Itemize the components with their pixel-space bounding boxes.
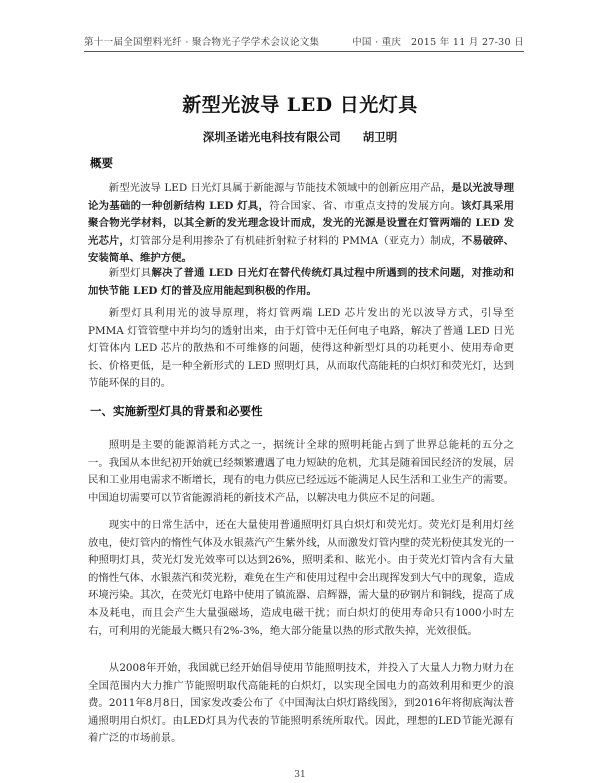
abstract-p1-text-a: 新型光波导 LED 日光灯具属于新能源与节能技术领域中的创新应用产品， — [108, 182, 452, 194]
abstract-p1-bold-a: 是以光波导理论为基础的一种创新结构 LED 灯具， — [88, 182, 514, 212]
header-location-date: 中国 · 重庆 2015 年 11 月 27-30 日 — [352, 37, 524, 48]
body-paragraph-3: 从2008年开始，我国就已经开始倡导使用节能照明技术，并投入了大量人力物力财力在全国范围内大力推广节能照明取代高能耗的白炽灯，以实现全国电力的高效利用和更少的浪费。2011年8月8日，国家发改委公布了《中国淘汰白炽灯路线图》，到2016年将彻底淘汰普通照明用白炽灯。由LED灯具为代表的节能照明系统所取代。因此，理想的LED节能光源有着广泛的市场前景。 — [88, 662, 514, 745]
paper-title: 新型光波导 LED 日光灯具 — [182, 94, 418, 116]
abstract-heading: 概要 — [90, 156, 113, 170]
body-paragraph-2: 现实中的日常生活中，还在大量使用普通照明灯具白炽灯和荧光灯。荧光灯是利用灯丝放电，使灯管内的惰性气体及水银蒸汽产生紫外线，从而激发灯管内壁的荧光粉使其发光的一种照明灯具，荧光灯发光效率可以达到26%，照明柔和、眩光小。由于荧光灯管内含有大量的惰性气体、水银蒸汽和荧光粉，难免在生产和使用过程中会出现挥发到大气中的现象，造成环境污染。其次，在荧光灯电路中使用了镇流器、启辉器，需大量的矽钢片和铜线，提高了成本及耗电，而且会产生大量强磁场，造成电磁干扰；而白炽灯的使用寿命只有1000小时左右，可利用的光能最大概只有2%-3%，绝大部分能量以热的形式散失掉，光效很低。 — [88, 519, 515, 637]
abstract-paragraph-3: 新型灯具利用光的波导原理，将灯管两端 LED 芯片发出的光以波导方式，引导至 PMMA 灯管管壁中并均匀的透射出来，由于灯管中无任何电子电路，解决了普通 LED 日光灯管体内 LED 芯片的散热和不可维修的问题，使得这种新型灯具的功耗更小、使用寿命更长、价格更低，是一种全新形式的 LED 照明灯具，从而取代高能耗的白炽灯和荧光灯，达到节能环保的目的。 — [88, 307, 514, 390]
abstract-paragraph-1 — [88, 180, 514, 268]
abstract-p2-text: 新型灯具 — [108, 267, 152, 279]
abstract-p2-bold: 解决了普通 LED 日光灯在替代传统灯具过程中所遇到的技术问题，对推动和加快节能 LED 灯的普及应用能起到积极的作用。 — [88, 267, 515, 297]
body-paragraph-1: 照明是主要的能源消耗方式之一，据统计全球的照明耗能占到了世界总能耗的五分之一。我国从本世纪初开始就已经频繁遭遇了电力短缺的危机，尤其是随着国民经济的发展，居民和工业用电需求不断增长，现有的电力供应已经远远不能满足人民生活和工业生产的需要。中国迫切需要可以节省能源消耗的新技术产品，以解决电力供应不足的问题。 — [88, 439, 515, 504]
abstract-p1-text-c: 灯管部分是利用掺杂了有机硅折射粒子材料的 PMMA（亚克力）制成， — [129, 234, 462, 247]
author-line — [0, 129, 600, 145]
running-header — [84, 30, 524, 48]
abstract-paragraph-2 — [88, 265, 514, 300]
abstract-p1-bold-b: 该灯具采用聚合物光学材料，以其全新的发光理念设计而成，发光的光源是设置在灯管两端的 LED 发光芯片， — [88, 199, 514, 247]
page-number: 31 — [294, 770, 306, 780]
header-rule — [84, 51, 524, 52]
author-name: 胡卫明 — [362, 130, 398, 144]
header-conference: 第十一届全国塑料光纤 · 聚合物光子学学术会议论文集 — [84, 37, 320, 48]
abstract-p1-text-b: 符合国家、省、市重点支持的发展方向。 — [269, 199, 461, 212]
abstract-p1-bold-c: 不易破碎、安装简单、维护方便。 — [88, 234, 515, 265]
section-1-heading: 一、实施新型灯具的背景和必要性 — [90, 404, 263, 418]
author-organization: 深圳圣诺光电科技有限公司 — [202, 130, 341, 144]
